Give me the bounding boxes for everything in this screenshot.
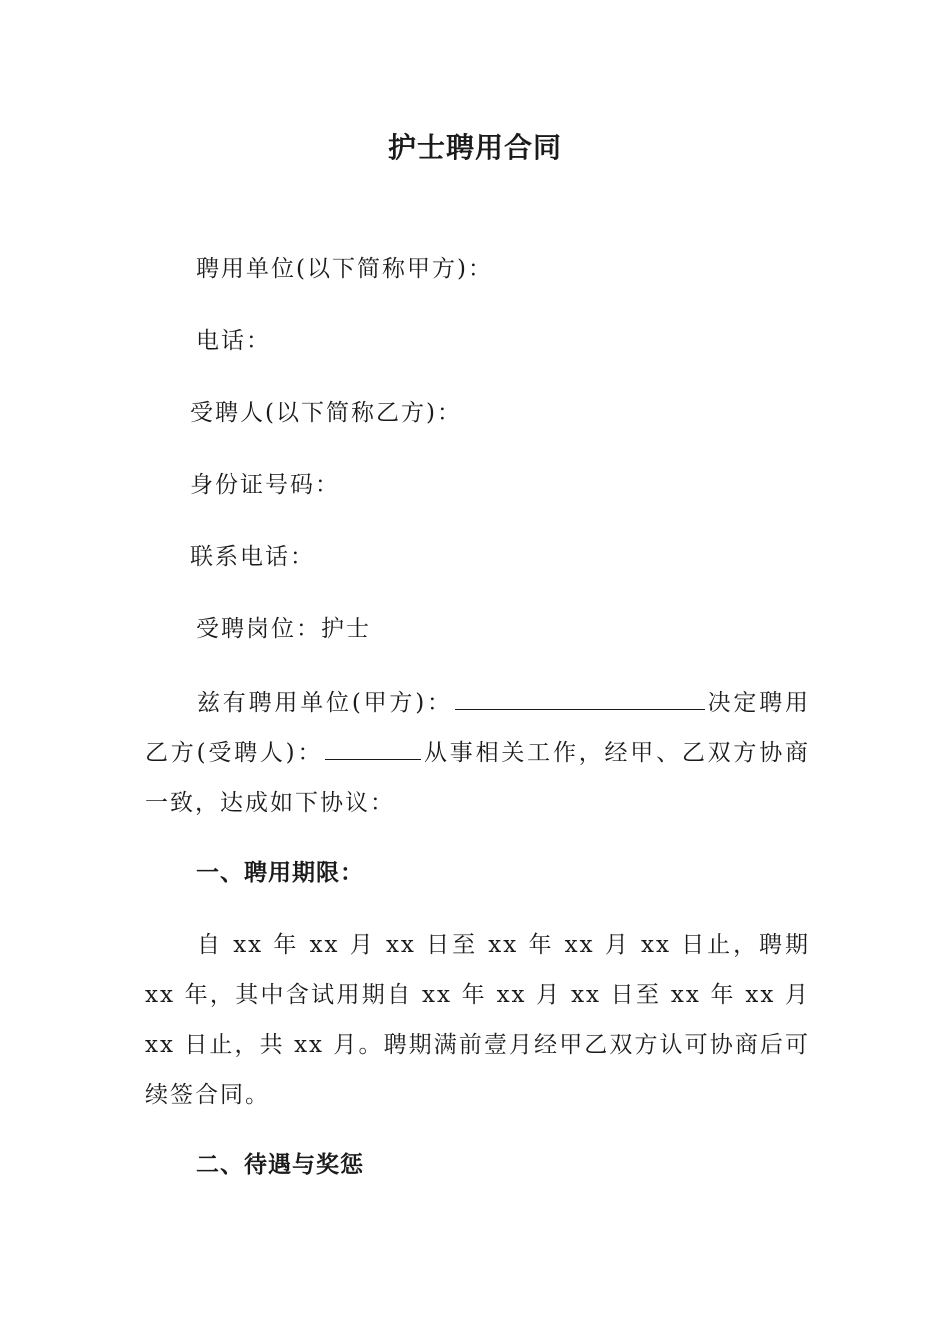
intro-text-2: 决定聘用乙方(受聘人)： — [145, 690, 810, 766]
employee-blank — [325, 737, 421, 760]
field-employer: 聘用单位(以下简称甲方)： — [196, 256, 493, 282]
field-position: 受聘岗位：护士 — [196, 616, 371, 642]
intro-paragraph — [145, 678, 810, 828]
section-heading-term: 一、聘用期限： — [196, 860, 364, 886]
section-term-paragraph: 自 xx 年 xx 月 xx 日至 xx 年 xx 月 xx 日止，聘期 xx 年，其中含试用期自 xx 年 xx 月 xx 日至 xx 年 xx 月 xx 日止，共 xx 月。聘期满前壹月经甲乙双方认可协商后可续签合同。 — [145, 932, 810, 1108]
field-id-number: 身份证号码： — [190, 472, 340, 498]
field-employer-phone: 电话： — [196, 328, 271, 354]
intro-text-3: 从事相关工作，经甲、乙双方协商一致，达成如下协议： — [145, 740, 811, 816]
intro-text-1: 兹有聘用单位(甲方)： — [197, 690, 453, 716]
page-title: 护士聘用合同 — [387, 131, 562, 164]
field-employee: 受聘人(以下简称乙方)： — [190, 400, 462, 426]
field-contact-phone: 联系电话： — [190, 544, 315, 570]
section-heading-benefits: 二、待遇与奖惩 — [196, 1152, 364, 1178]
employer-blank — [455, 687, 705, 710]
